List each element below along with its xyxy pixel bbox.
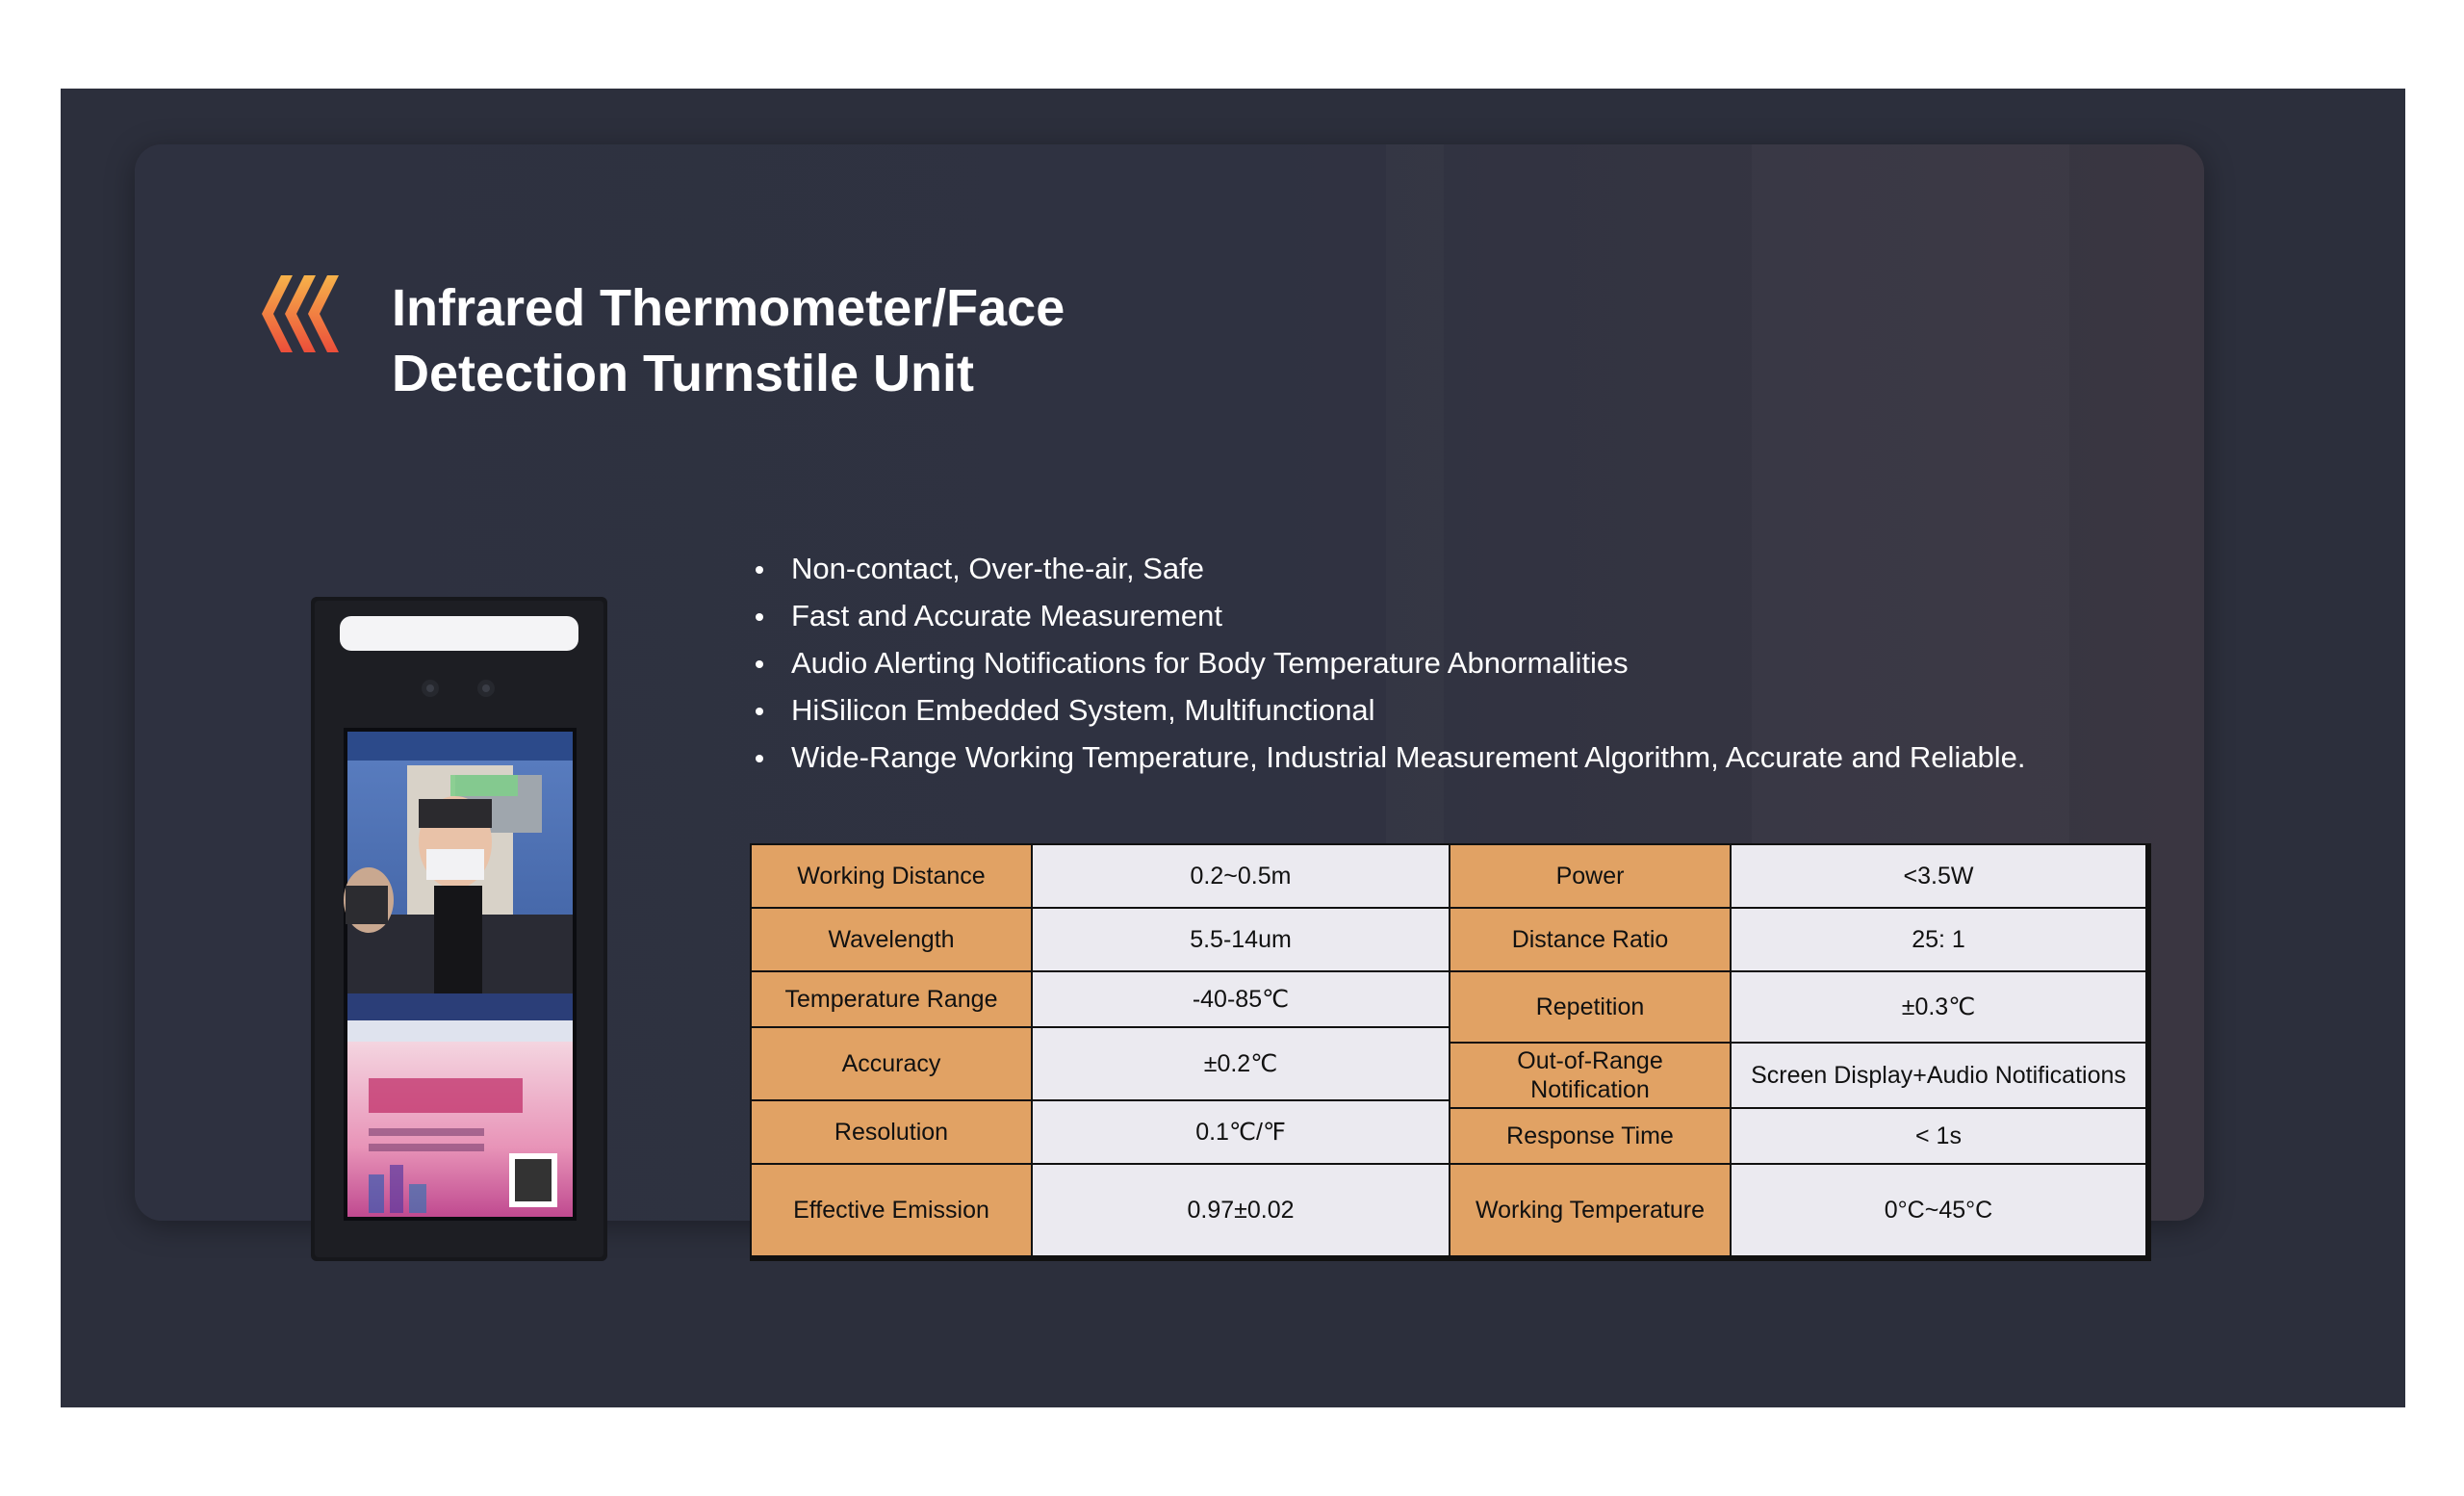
- turnstile-device-image: [311, 597, 607, 1261]
- list-item: [751, 734, 2026, 781]
- spec-label: Power: [1450, 845, 1730, 907]
- feature-text: Non-contact, Over-the-air, Safe: [791, 552, 1205, 585]
- spec-value: 0.1℃/℉: [1033, 1101, 1449, 1163]
- spec-value: Screen Display+Audio Notifications: [1732, 1044, 2145, 1107]
- bullet-dot-icon: [756, 708, 763, 715]
- feature-text: Wide-Range Working Temperature, Industrial Measurement Algorithm, Accurate and Reliable.: [791, 740, 2026, 774]
- bullet-dot-icon: [756, 566, 763, 574]
- spec-label: Resolution: [752, 1101, 1031, 1163]
- spec-label: Temperature Range: [752, 972, 1031, 1026]
- feature-text: HiSilicon Embedded System, Multifunctional: [791, 693, 1375, 727]
- triple-chevron-left-icon: [260, 275, 343, 352]
- spec-label: Response Time: [1450, 1109, 1730, 1163]
- feature-list: [751, 545, 2026, 781]
- specs-table: [750, 843, 2151, 1261]
- spec-value: 5.5-14um: [1033, 909, 1449, 970]
- spec-value: -40-85℃: [1033, 972, 1449, 1026]
- page-title: [392, 275, 1258, 406]
- spec-value: 0.97±0.02: [1033, 1165, 1449, 1255]
- spec-label: Repetition: [1450, 972, 1730, 1042]
- spec-label: Wavelength: [752, 909, 1031, 970]
- spec-label: Accuracy: [752, 1028, 1031, 1099]
- list-item: [751, 686, 2026, 734]
- list-item: [751, 639, 2026, 686]
- spec-value: ±0.3℃: [1732, 972, 2145, 1042]
- spec-value: ±0.2℃: [1033, 1028, 1449, 1099]
- bullet-dot-icon: [756, 660, 763, 668]
- spec-label: Out-of-Range Notification: [1450, 1044, 1730, 1107]
- title-line: Detection Turnstile Unit: [392, 345, 975, 402]
- spec-label: Working Distance: [752, 845, 1031, 907]
- bullet-dot-icon: [756, 613, 763, 621]
- feature-text: Fast and Accurate Measurement: [791, 599, 1223, 632]
- feature-text: Audio Alerting Notifications for Body Temperature Abnormalities: [791, 646, 1629, 680]
- spec-label: Effective Emission: [752, 1165, 1031, 1255]
- list-item: [751, 592, 2026, 639]
- spec-label: Distance Ratio: [1450, 909, 1730, 970]
- bullet-dot-icon: [756, 755, 763, 762]
- spec-label: Working Temperature: [1450, 1165, 1730, 1255]
- spec-value: <3.5W: [1732, 845, 2145, 907]
- spec-value: 25: 1: [1732, 909, 2145, 970]
- spec-value: 0°C~45°C: [1732, 1165, 2145, 1255]
- spec-value: < 1s: [1732, 1109, 2145, 1163]
- list-item: [751, 545, 2026, 592]
- spec-value: 0.2~0.5m: [1033, 845, 1449, 907]
- title-line: Infrared Thermometer/Face: [392, 279, 1065, 337]
